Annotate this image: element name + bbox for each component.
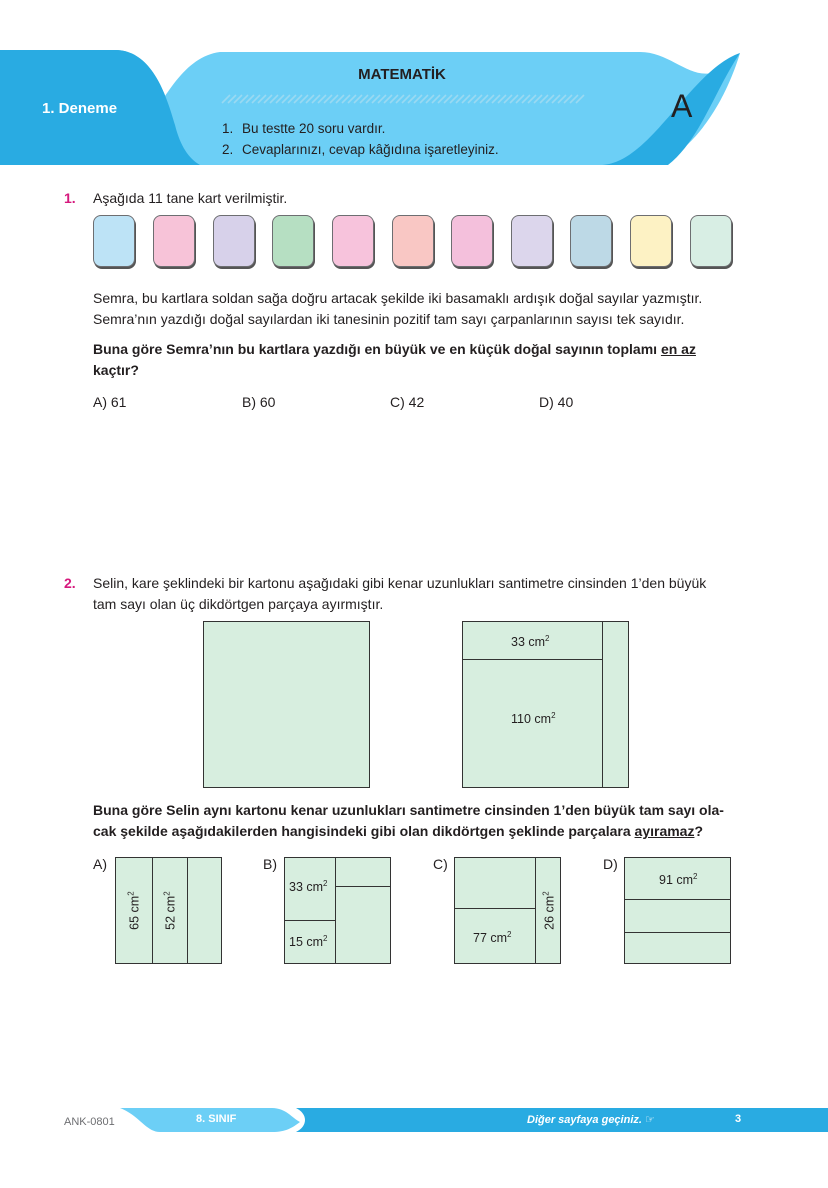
color-card: [630, 215, 672, 267]
divider-line: [152, 857, 153, 964]
option-d[interactable]: D) 40: [539, 394, 574, 410]
divider-line: [535, 857, 536, 964]
color-card: [511, 215, 553, 267]
option-a[interactable]: A) 61: [93, 394, 127, 410]
rule-item: 2. Cevaplarınızı, cevap kâğıdına işaretleyiniz.: [222, 142, 499, 157]
next-page-hint: Diğer sayfaya geçiniz. ☞: [527, 1114, 655, 1126]
document-code: ANK-0801: [64, 1116, 115, 1128]
area-label: 33 $cm^2$: [289, 879, 328, 895]
color-card: [332, 215, 374, 267]
divider-line: [624, 932, 731, 933]
divider-line: [335, 857, 336, 964]
option-b-letter[interactable]: B): [263, 856, 277, 872]
option-d-letter[interactable]: D): [603, 856, 618, 872]
area-label: 91 $cm^2$: [659, 872, 698, 888]
area-label: 26 $cm^2$: [541, 891, 557, 930]
color-card: [272, 215, 314, 267]
question-body: Semra, bu kartlara soldan sağa doğru artacak şekilde iki basamaklı ardışık doğal sayılar yazmıştır. Semra’nın yazdığı doğal sayılardan iki tanesinin pozitif tam sayı çarpanlarının sayısı tek sayıdır.: [93, 290, 703, 327]
area-label: 52 $cm^2$: [162, 891, 178, 930]
area-label: 77 $cm^2$: [473, 930, 512, 946]
divider-line: [624, 899, 731, 900]
divider-line: [454, 908, 536, 909]
color-card: [451, 215, 493, 267]
option-b[interactable]: B) 60: [242, 394, 276, 410]
color-card: [392, 215, 434, 267]
footer-banner: [0, 1100, 828, 1140]
question-number: 2.: [64, 575, 76, 591]
rules-list: [222, 118, 499, 160]
square-card: [203, 621, 370, 788]
option-c-letter[interactable]: C): [433, 856, 448, 872]
color-card: [690, 215, 732, 267]
booklet-letter: A: [671, 88, 693, 124]
divider-line: [284, 920, 336, 921]
divider-line: [462, 659, 603, 660]
subject-title: MATEMATİK: [358, 66, 446, 83]
question-intro: Aşağıda 11 tane kart verilmiştir.: [93, 190, 288, 206]
question-number: 1.: [64, 190, 76, 206]
exam-label: 1. Deneme: [42, 100, 118, 117]
option-a-letter[interactable]: A): [93, 856, 107, 872]
area-label: 33 $cm^2$: [511, 634, 550, 650]
question-stem: Buna göre Semra’nın bu kartlara yazdığı en büyük ve en küçük doğal sayının toplamı en az kaçtır?: [93, 341, 696, 378]
rule-item: 1. Bu testte 20 soru vardır.: [222, 121, 386, 136]
color-card: [213, 215, 255, 267]
color-card: [93, 215, 135, 267]
question-stem: Buna göre Selin aynı kartonu kenar uzunlukları santimetre cinsinden 1’den büyük tam sayı ola- cak şekilde aşağıdakilerden hangisindeki gibi olan dikdörtgen şeklinde parçalara ayıramaz?: [93, 802, 724, 839]
divider-line: [187, 857, 188, 964]
divider-line: [335, 886, 391, 887]
area-label: 65 $cm^2$: [126, 891, 142, 930]
page-number: 3: [735, 1113, 742, 1125]
area-label: 110 $cm^2$: [511, 711, 556, 727]
option-c[interactable]: C) 42: [390, 394, 425, 410]
area-label: 15 $cm^2$: [289, 934, 328, 950]
color-card: [570, 215, 612, 267]
color-card: [153, 215, 195, 267]
grade-label: 8. SINIF: [196, 1113, 237, 1125]
question-intro: Selin, kare şeklindeki bir kartonu aşağıdaki gibi kenar uzunlukları santimetre cinsinden 1’den büyük tam sayı olan üç dikdörtgen parçaya ayırmıştır.: [93, 575, 707, 612]
divider-line: [602, 621, 603, 788]
